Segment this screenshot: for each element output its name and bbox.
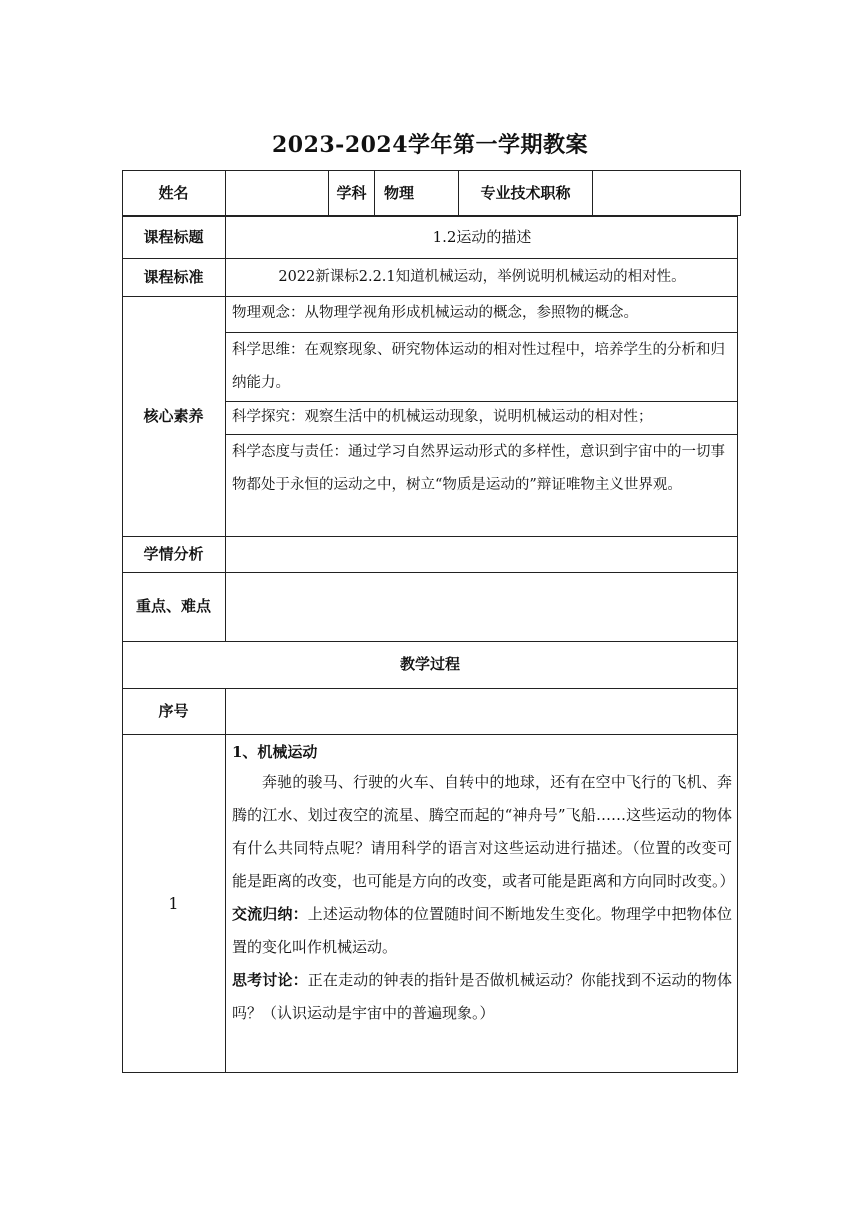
subject-label: 学科 (336, 184, 367, 202)
core-literacy-item: 科学思维：在观察现象、研究物体运动的相对性过程中，培养学生的分析和归纳能力。 (232, 342, 725, 391)
discussion-text: 正在走动的钟表的指针是否做机械运动？你能找到不运动的物体吗？（认识运动是宇宙中的普遍现象。） (232, 971, 732, 1022)
learning-analysis-value (226, 536, 738, 572)
name-value (226, 170, 328, 216)
course-standard-label: 课程标准 (143, 268, 204, 286)
core-literacy-item: 科学探究：观察生活中的机械运动现象，说明机械运动的相对性； (232, 409, 653, 425)
sequence-label: 序号 (158, 702, 189, 720)
course-title-label: 课程标题 (143, 228, 204, 246)
document-title: 2023-2024学年第一学期教案 (271, 132, 589, 158)
core-literacy-item: 科学态度与责任：通过学习自然界运动形式的多样性，意识到宇宙中的一切事物都处于永恒的运动之中，树立“物质是运动的”辩证唯物主义世界观。 (232, 444, 725, 493)
core-literacy-label: 核心素养 (143, 407, 204, 425)
subject-value: 物理 (384, 184, 415, 202)
learning-analysis-label: 学情分析 (143, 545, 204, 563)
professional-title-label: 专业技术职称 (480, 184, 571, 202)
course-title-value: 1.2运动的描述 (432, 228, 532, 246)
core-literacy-item: 物理观念：从物理学视角形成机械运动的概念，参照物的概念。 (232, 305, 638, 321)
step-heading: 1、机械运动 (232, 743, 318, 761)
divider (374, 170, 375, 216)
name-label: 姓名 (158, 184, 189, 202)
key-points-value (226, 572, 738, 641)
divider (225, 688, 226, 1073)
discussion-block (232, 964, 732, 1030)
discussion-label: 思考讨论： (232, 971, 308, 989)
summary-text: 上述运动物体的位置随时间不断地发生变化。物理学中把物体位置的变化叫作机械运动。 (232, 905, 732, 956)
divider (225, 434, 738, 435)
step-content (232, 738, 735, 1030)
sequence-value (226, 688, 738, 734)
lesson-plan-table (122, 170, 738, 1073)
professional-title-value (593, 170, 740, 216)
divider (225, 332, 738, 333)
summary-label: 交流归纳： (232, 905, 308, 923)
course-standard-value: 2022新课标2.2.1知道机械运动，举例说明机械运动的相对性。 (278, 269, 686, 285)
summary-block (232, 898, 732, 964)
step-paragraph: 奔驰的骏马、行驶的火车、自转中的地球，还有在空中飞行的飞机、奔腾的江水、划过夜空的流星、腾空而起的“神舟号”飞船……这些运动的物体有什么共同特点呢？请用科学的语言对这些运动进行描述。（位置的改变可能是距离的改变，也可能是方向的改变，或者可能是距离和方向同时改变。） (232, 773, 735, 890)
teaching-process-heading: 教学过程 (399, 655, 460, 673)
step-number: 1 (168, 894, 179, 913)
key-points-label: 重点、难点 (135, 597, 211, 615)
